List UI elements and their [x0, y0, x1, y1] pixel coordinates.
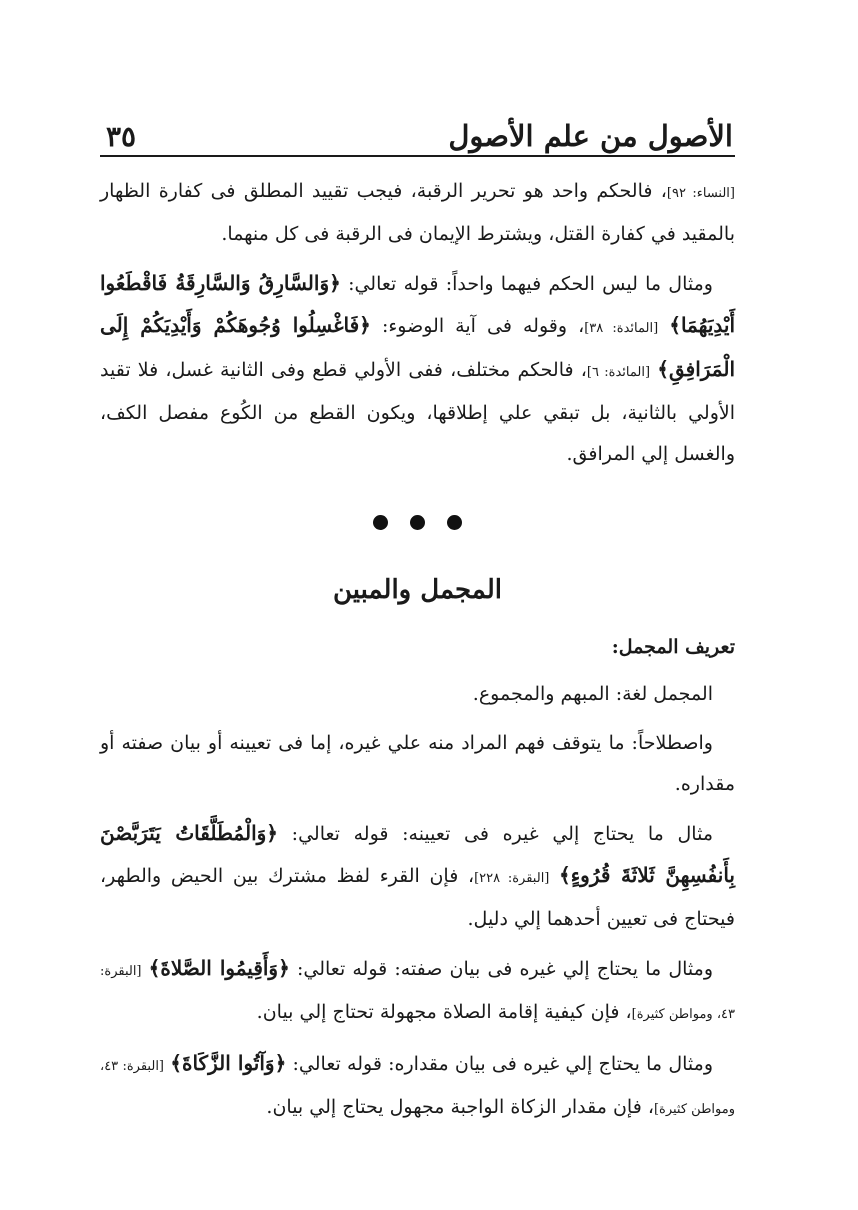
body-text	[100, 171, 735, 1130]
citation-ref: [البقرة: ٤٣، ومواطن كثيرة]	[100, 1059, 735, 1117]
paragraph	[100, 171, 735, 255]
paragraph-text: ومثال ما يحتاج إلي غيره فى بيان صفته: قوله تعالي:	[289, 958, 713, 980]
citation-ref: [البقرة: ٤٣، ومواطن كثيرة]	[100, 964, 735, 1022]
page-header	[100, 95, 735, 157]
paragraph	[100, 1043, 735, 1130]
paragraph-text	[549, 865, 559, 887]
paragraph-text: المجمل لغة: المبهم والمجموع.	[472, 683, 713, 705]
sub-heading: تعريف المجمل:	[611, 636, 735, 658]
paragraph-text: ومثال ما ليس الحكم فيهما واحداً: قوله تعالي:	[340, 273, 713, 295]
paragraph-text: واصطلاحاً: ما يتوقف فهم المراد منه علي غيره، إما فى تعيينه أو بيان صفته أو مقداره.	[100, 732, 735, 795]
paragraph	[100, 723, 735, 805]
divider-dot-icon	[447, 515, 462, 530]
paragraph-text: ، فإن كيفية إقامة الصلاة مجهولة تحتاج إلي بيان.	[256, 1001, 632, 1023]
divider-dot-icon	[373, 515, 388, 530]
paragraph-text: ، وقوله فى آية الوضوء:	[370, 315, 585, 337]
top-paragraphs	[100, 171, 735, 475]
paragraph-text	[142, 958, 149, 980]
paragraph-text: ، فالحكم واحد هو تحرير الرقبة، فيجب تقييد المطلق فى كفارة الظهار بالمقيد في كفارة القتل، ويشترط الإيمان فى الرقبة فى كل منهما.	[100, 180, 735, 245]
citation-ref: [المائدة: ٦]	[586, 365, 651, 380]
paragraph	[100, 674, 735, 715]
book-page	[100, 95, 735, 1138]
quran-verse: ﴿وَالْمُطَلَّقَاتُ يَتَرَبَّصْنَ بِأَنفُسِهِنَّ ثَلاثَةَ قُرُوءٍ﴾	[100, 821, 735, 887]
paragraph	[100, 263, 735, 475]
paragraph-text: ، فإن القرء لفظ مشترك بين الحيض والطهر، فيحتاج فى تعيين أحدهما إلي دليل.	[100, 865, 735, 930]
page-number: ٣٥	[106, 120, 137, 153]
bottom-paragraphs	[100, 674, 735, 1130]
citation-ref: [البقرة: ٢٢٨]	[474, 871, 550, 886]
quran-verse: ﴿وَأَقِيمُوا الصَّلاةَ﴾	[148, 956, 290, 980]
paragraph-text: ، فالحكم مختلف، ففى الأولي قطع وفى الثانية غسل، فلا تقيد الأولي بالثانية، بل تبقي علي إطلاقها، ويكون القطع من الكُوع مفصل الكف، والغسل إلي المرافق.	[100, 359, 735, 465]
running-title: الأصول من علم الأصول	[448, 119, 733, 153]
section-title: المجمل والمبين	[333, 575, 502, 605]
quran-verse: ﴿فَاغْسِلُوا وُجُوهَكُمْ وَأَيْدِيَكُمْ إِلَى الْمَرَافِقِ﴾	[100, 313, 735, 381]
section-divider	[100, 515, 735, 530]
paragraph-text: ، فإن مقدار الزكاة الواجبة مجهول يحتاج إلي بيان.	[266, 1096, 654, 1118]
paragraph	[100, 948, 735, 1035]
paragraph	[100, 813, 735, 940]
paragraph-text	[658, 315, 669, 337]
citation-ref: [النساء: ٩٢]	[666, 186, 735, 201]
quran-verse: ﴿وَآتُوا الزَّكَاةَ﴾	[170, 1051, 287, 1075]
quran-verse: ﴿وَالسَّارِقُ وَالسَّارِقَةُ فَاقْطَعُوا أَيْدِيَهُمَا﴾	[100, 271, 735, 337]
divider-dot-icon	[410, 515, 425, 530]
citation-ref: [المائدة: ٣٨]	[584, 321, 659, 336]
paragraph-text: مثال ما يحتاج إلي غيره فى تعيينه: قوله تعالي:	[278, 823, 714, 845]
paragraph-text: ومثال ما يحتاج إلي غيره فى بيان مقداره: قوله تعالي:	[286, 1053, 713, 1075]
